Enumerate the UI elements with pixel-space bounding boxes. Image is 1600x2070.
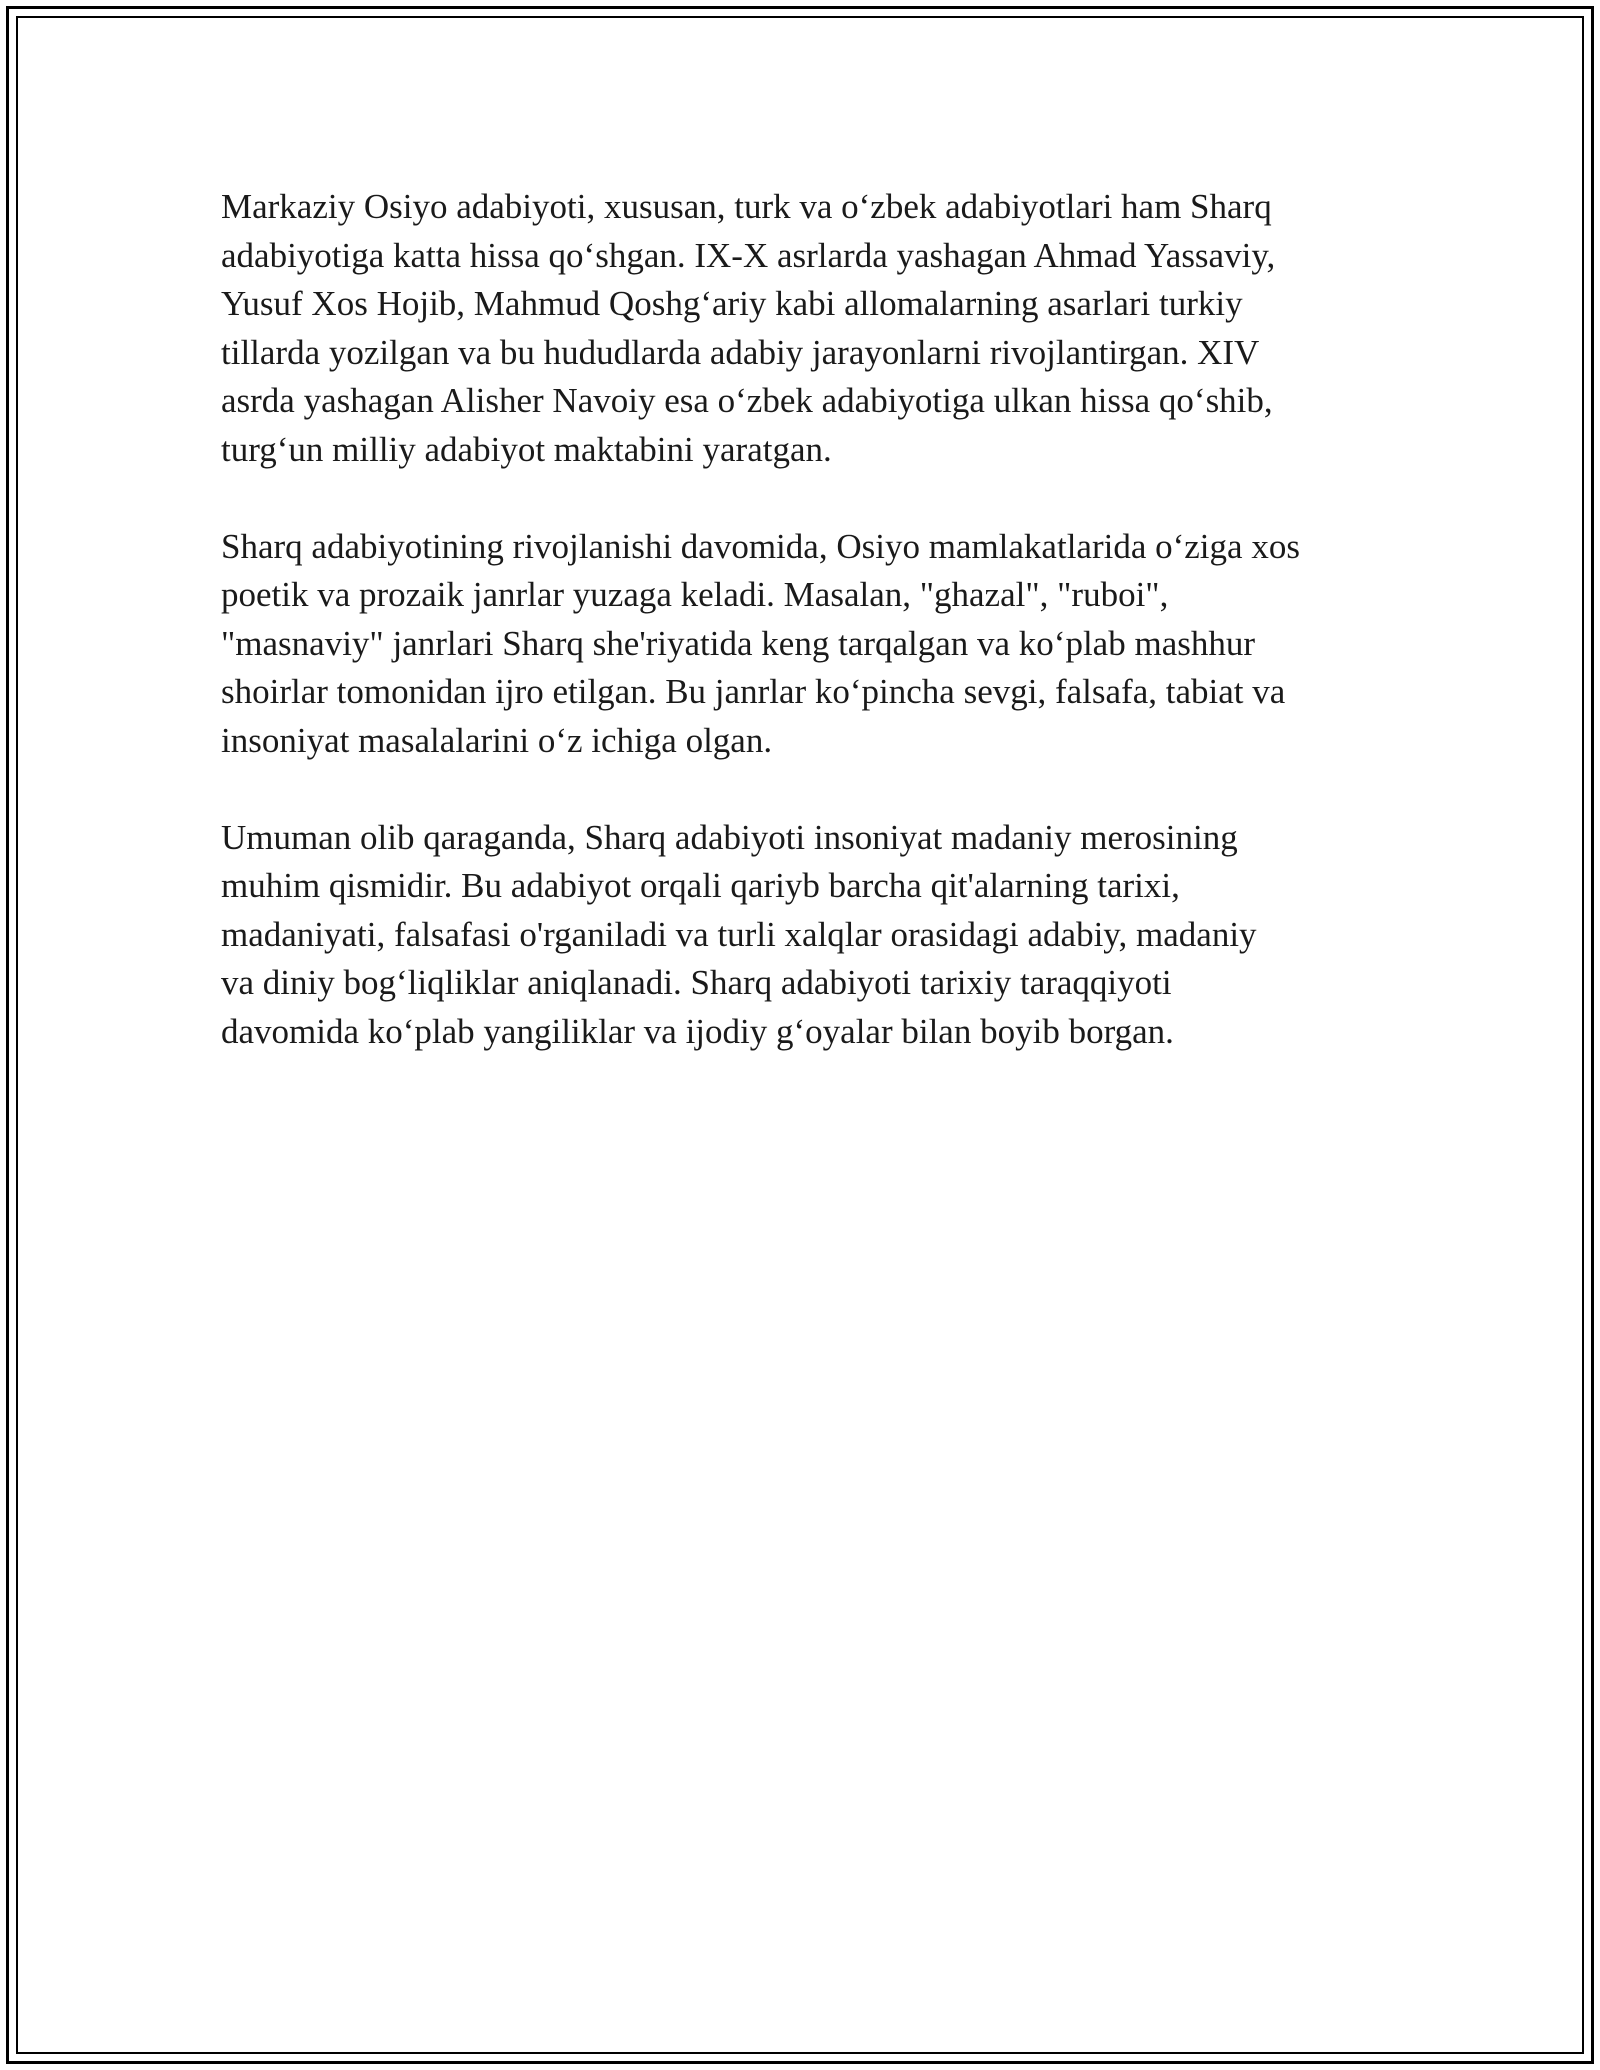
- text-line: "masnaviy" janrlari Sharq she'riyatida keng tarqalgan va ko‘plab mashhur: [221, 623, 1256, 663]
- text-line: Umuman olib qaraganda, Sharq adabiyoti insoniyat madaniy merosining: [221, 817, 1238, 857]
- paragraph-3: [221, 814, 1391, 1057]
- text-line: madaniyati, falsafasi o'rganiladi va turli xalqlar orasidagi adabiy, madaniy: [221, 914, 1257, 954]
- text-line: tillarda yozilgan va bu hududlarda adabiy jarayonlarni rivojlantirgan. XIV: [221, 332, 1260, 372]
- text-line: shoirlar tomonidan ijro etilgan. Bu janrlar ko‘pincha sevgi, falsafa, tabiat va: [221, 672, 1286, 711]
- text-line: va diniy bog‘liqliklar aniqlanadi. Sharq adabiyoti tarixiy taraqqiyoti: [221, 963, 1172, 1002]
- text-line: insoniyat masalalarini o‘z ichiga olgan.: [221, 720, 773, 760]
- paragraph-1: [221, 183, 1391, 474]
- text-line: asrda yashagan Alisher Navoiy esa o‘zbek adabiyotiga ulkan hissa qo‘shib,: [221, 381, 1273, 420]
- document-body: [221, 183, 1391, 1105]
- text-line: muhim qismidir. Bu adabiyot orqali qariyb barcha qit'alarning tarixi,: [221, 866, 1180, 905]
- text-line: Yusuf Xos Hojib, Mahmud Qoshg‘ariy kabi allomalarning asarlari turkiy: [221, 284, 1243, 323]
- text-line: Sharq adabiyotining rivojlanishi davomida, Osiyo mamlakatlarida o‘ziga xos: [221, 526, 1300, 566]
- text-line: davomida ko‘plab yangiliklar va ijodiy g‘oyalar bilan boyib borgan.: [221, 1011, 1174, 1051]
- text-line: turg‘un milliy adabiyot maktabini yaratgan.: [221, 429, 832, 469]
- text-line: poetik va prozaik janrlar yuzaga keladi. Masalan, "ghazal", "ruboi",: [221, 575, 1169, 614]
- text-line: Markaziy Osiyo adabiyoti, xususan, turk va o‘zbek adabiyotlari ham Sharq: [221, 187, 1272, 226]
- paragraph-2: [221, 523, 1391, 766]
- text-line: adabiyotiga katta hissa qo‘shgan. IX-X asrlarda yashagan Ahmad Yassaviy,: [221, 235, 1276, 275]
